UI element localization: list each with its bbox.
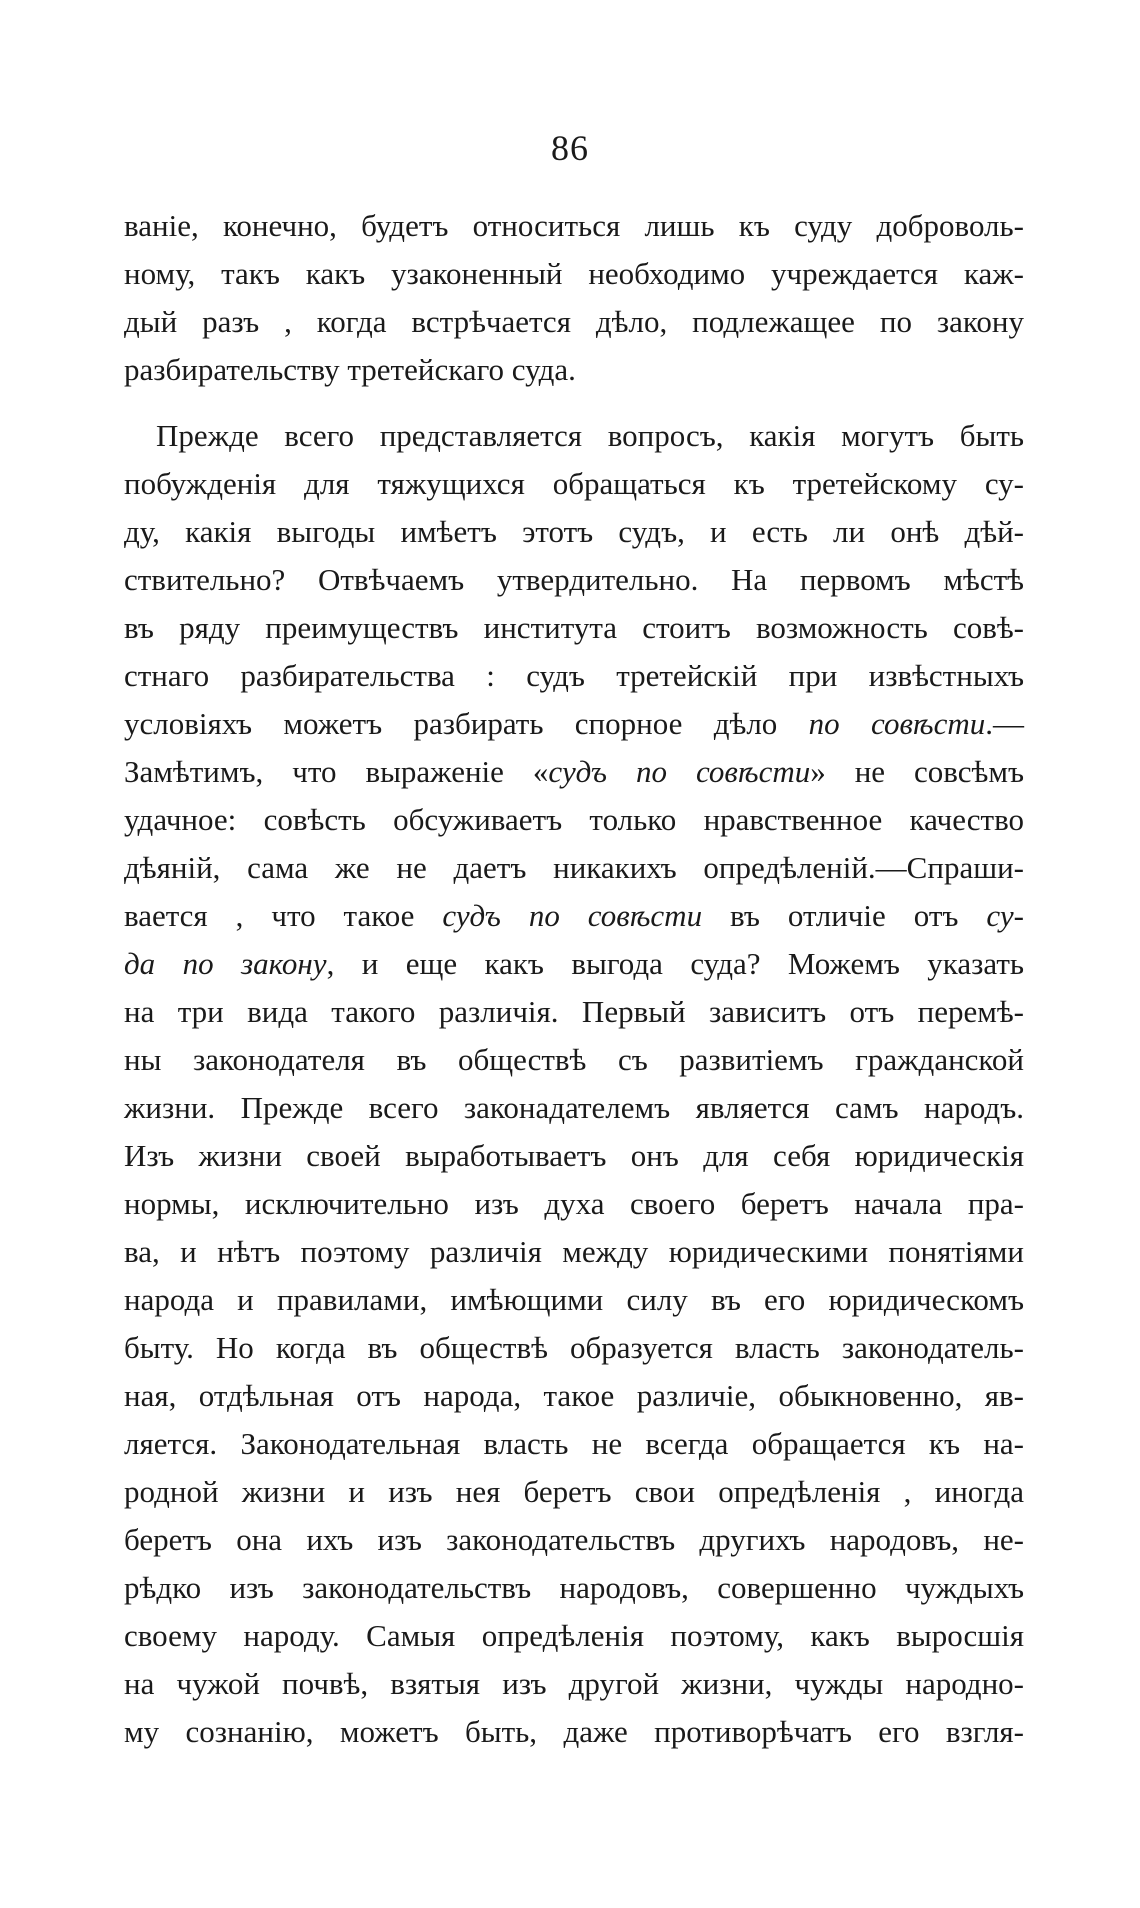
text-line: ны законодателя въ обществѣ съ развитіемъ гражданской xyxy=(124,1042,1024,1077)
text-run: въ отличіе отъ xyxy=(702,898,987,933)
italic-run: да по закону xyxy=(124,946,327,981)
text-line: ду, какія выгоды имѣетъ этотъ судъ, и есть ли онѣ дѣй- xyxy=(124,514,1024,549)
text-run: , и еще какъ выгода суда? Можемъ указать xyxy=(326,946,1024,981)
text-line: жизни. Прежде всего законадателемъ является самъ народъ. xyxy=(124,1090,1024,1125)
text-run: вается , что такое xyxy=(124,898,443,933)
text-line: ная, отдѣльная отъ народа, такое различіе, обыкновенно, яв- xyxy=(124,1378,1024,1413)
text-line: ному, такъ какъ узаконенный необходимо учреждается каж- xyxy=(124,256,1024,291)
text-line: нормы, исключительно изъ духа своего беретъ начала пра- xyxy=(124,1186,1024,1221)
text-line: быту. Но когда въ обществѣ образуется власть законодатель- xyxy=(124,1330,1024,1365)
text-line: ляется. Законодательная власть не всегда обращается къ на- xyxy=(124,1426,1024,1461)
text-line: беретъ она ихъ изъ законодательствъ другихъ народовъ, не- xyxy=(124,1522,1024,1557)
italic-run: по совѣсти xyxy=(808,706,986,741)
text-line: дѣяній, сама же не даетъ никакихъ опредѣленій.—Спраши- xyxy=(124,850,1024,885)
text-line: въ ряду преимуществъ института стоитъ возможность совѣ- xyxy=(124,610,1024,645)
text-line: ваніе, конечно, будетъ относиться лишь къ суду доброволь- xyxy=(124,208,1024,243)
text-run: Замѣтимъ, что выраженіе « xyxy=(124,754,549,789)
text-run: условіяхъ можетъ разбирать спорное дѣло xyxy=(124,706,809,741)
text-line: стнаго разбирательства : судъ третейскій при извѣстныхъ xyxy=(124,658,1024,693)
text-line: Изъ жизни своей выработываетъ онъ для себя юридическія xyxy=(124,1138,1024,1173)
text-run: » не совсѣмъ xyxy=(810,754,1024,789)
page-number: 86 xyxy=(551,128,589,168)
text-line: на три вида такого различія. Первый зависитъ отъ перемѣ- xyxy=(124,994,1024,1029)
body-text xyxy=(124,202,1024,1756)
text-line-mixed xyxy=(124,892,1024,940)
text-run: .— xyxy=(985,706,1024,741)
italic-run: су- xyxy=(986,898,1024,933)
text-line: ствительно? Отвѣчаемъ утвердительно. На первомъ мѣстѣ xyxy=(124,562,1024,597)
text-line: дый разъ , когда встрѣчается дѣло, подлежащее по закону xyxy=(124,304,1024,339)
text-line-mixed xyxy=(124,940,1024,988)
text-line-mixed xyxy=(124,748,1024,796)
italic-run: судъ по совѣсти xyxy=(548,754,811,789)
text-line: ва, и нѣтъ поэтому различія между юридическими понятіями xyxy=(124,1234,1024,1269)
italic-run: судъ по совѣсти xyxy=(442,898,703,933)
text-line: своему народу. Самыя опредѣленія поэтому, какъ выросшія xyxy=(124,1618,1024,1653)
paragraph-gap xyxy=(124,394,1024,412)
text-line: родной жизни и изъ нея беретъ свои опредѣленія , иногда xyxy=(124,1474,1024,1509)
text-line: рѣдко изъ законодательствъ народовъ, совершенно чуждыхъ xyxy=(124,1570,1024,1605)
text-line: удачное: совѣсть обсуживаетъ только нравственное качество xyxy=(124,802,1024,837)
text-line: разбирательству третейскаго суда. xyxy=(124,352,576,387)
text-line: побужденія для тяжущихся обращаться къ третейскому су- xyxy=(124,466,1024,501)
text-line: Прежде всего представляется вопросъ, какія могутъ быть xyxy=(156,418,1024,453)
text-line: на чужой почвѣ, взятыя изъ другой жизни, чужды народно- xyxy=(124,1666,1024,1701)
text-line: народа и правилами, имѣющими силу въ его юридическомъ xyxy=(124,1282,1024,1317)
text-line-mixed xyxy=(124,700,1024,748)
text-line: му сознанію, можетъ быть, даже противорѣчатъ его взгля- xyxy=(124,1714,1024,1749)
